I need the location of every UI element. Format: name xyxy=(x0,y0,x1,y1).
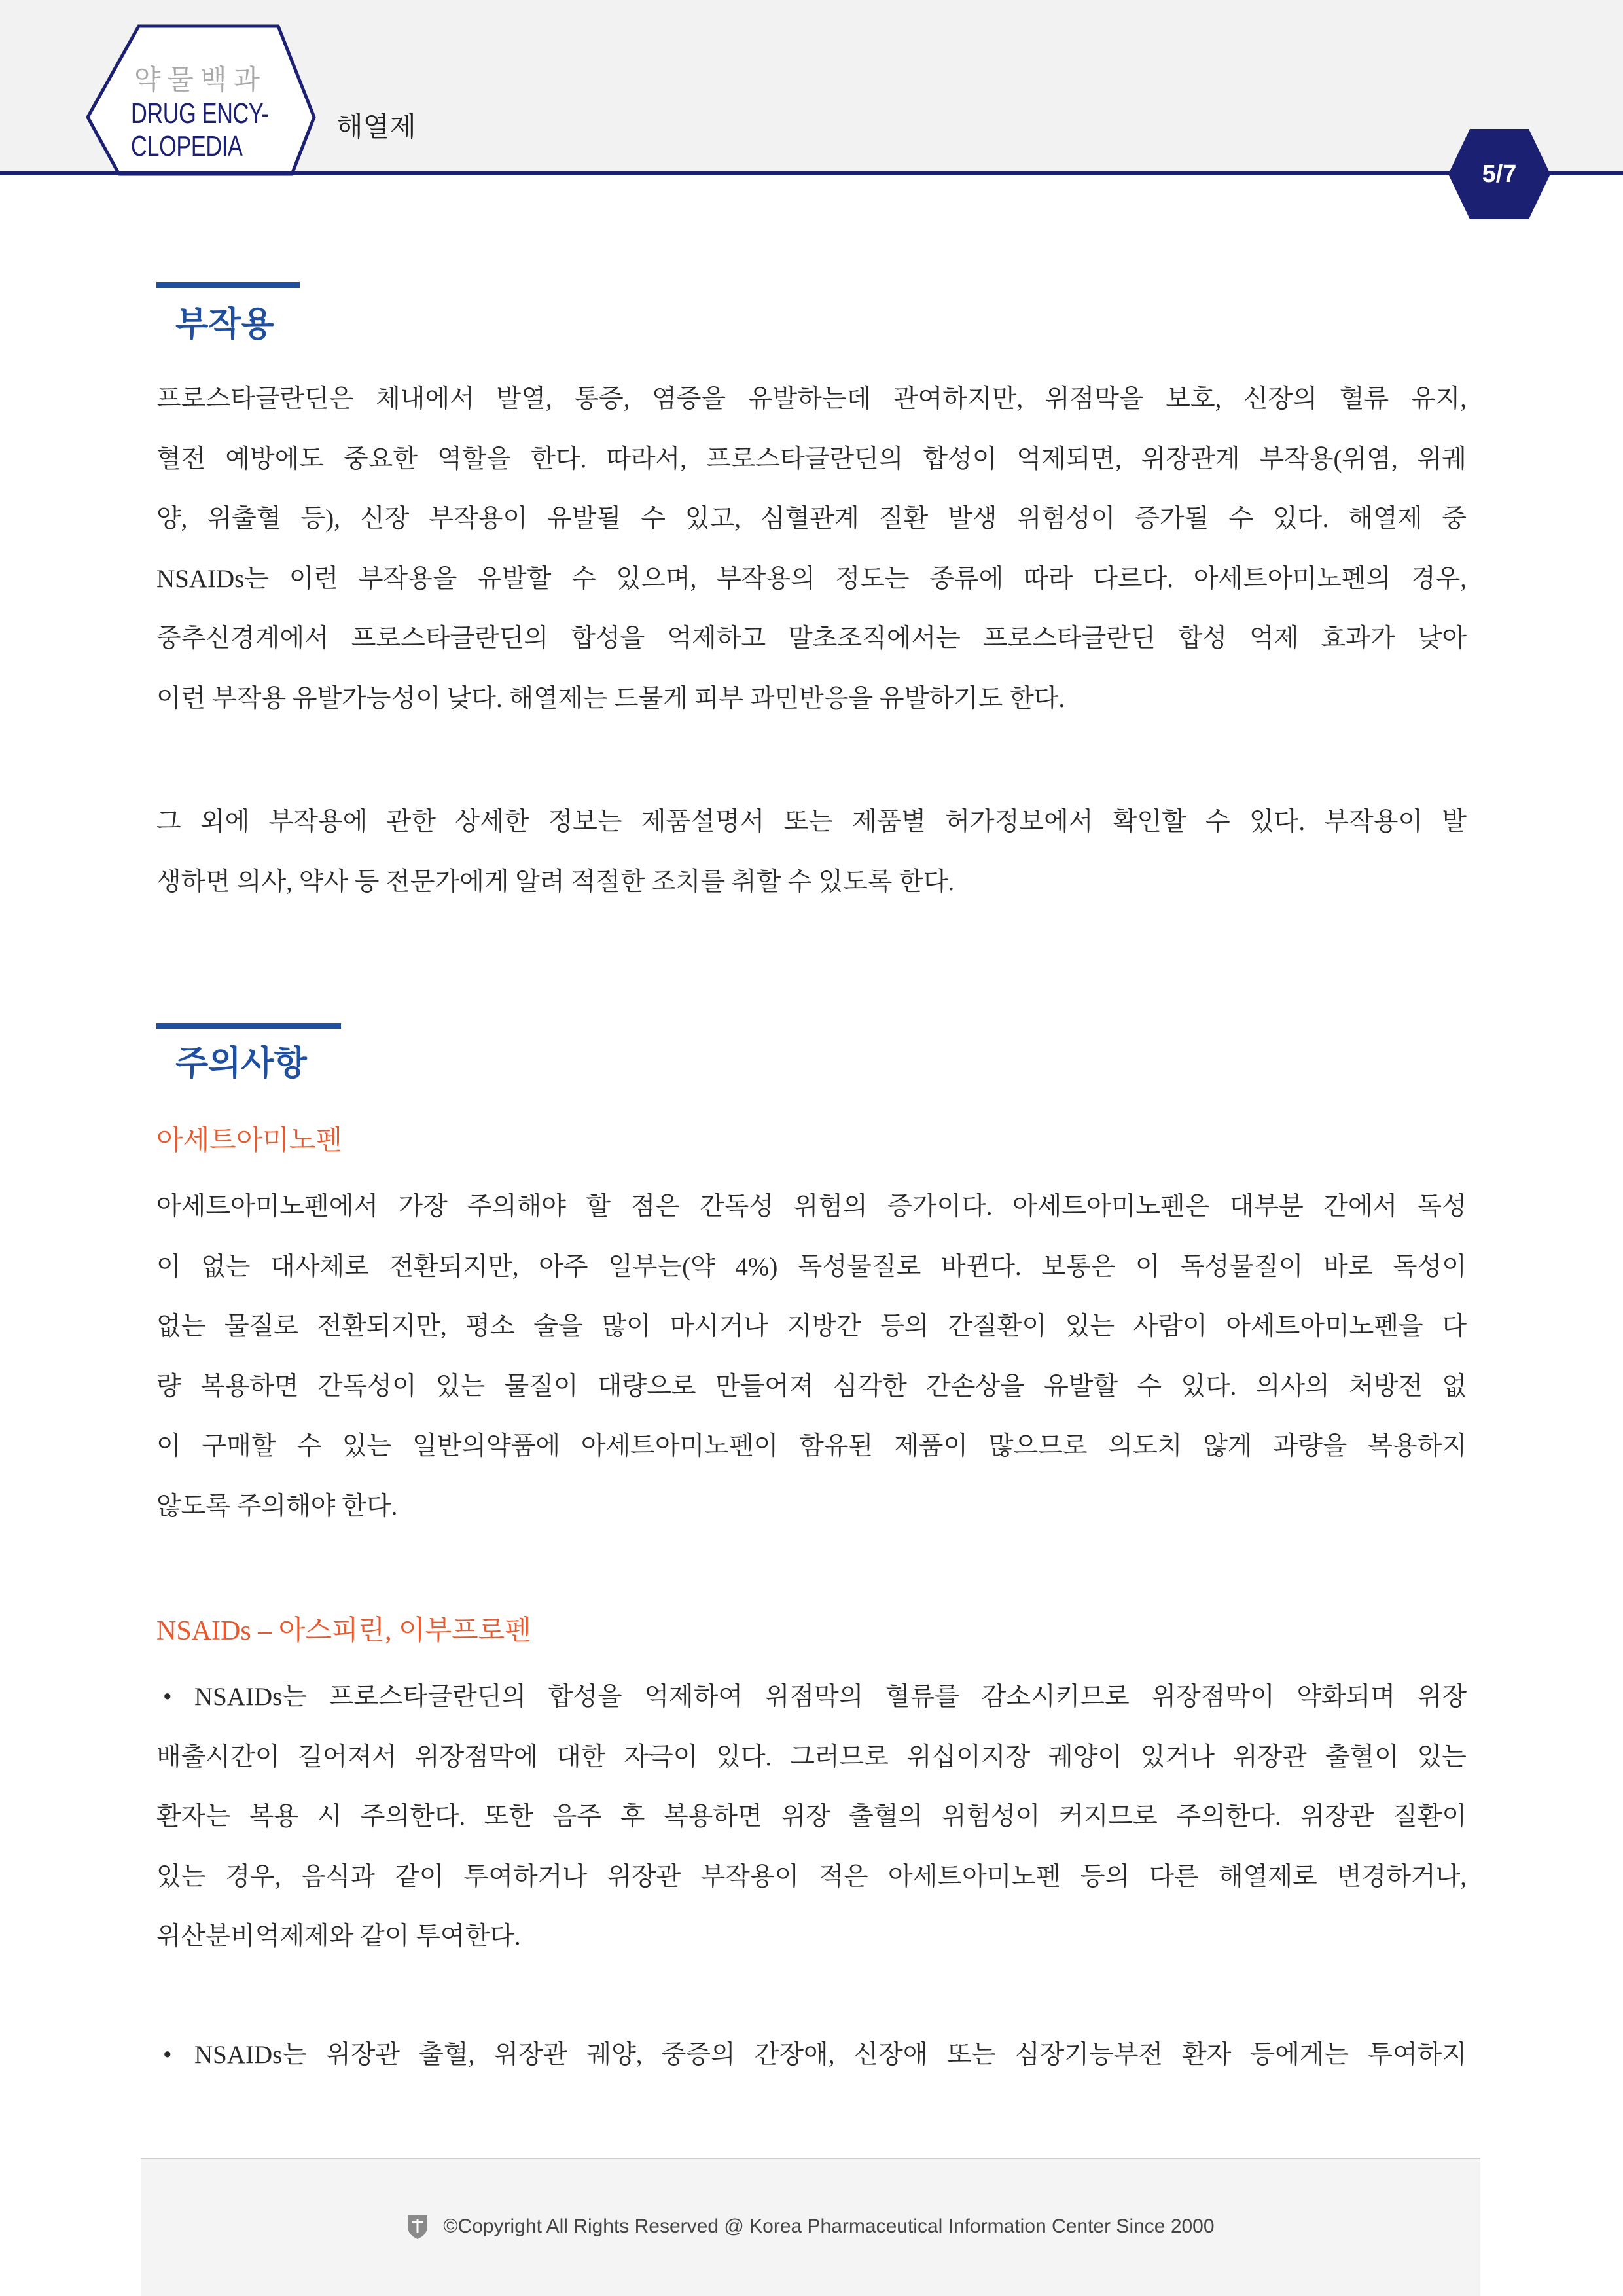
bullet-marker: • xyxy=(163,1683,172,1711)
section-title-side-effects: 부작용 xyxy=(175,306,274,344)
paragraph-line: 량 복용하면 간독성이 있는 물질이 대량으로 만들어져 심각한 간손상을 유발할 수 있다. 의사의 처방전 없 xyxy=(156,1372,1467,1401)
copyright-row xyxy=(141,2212,1480,2242)
section-accent-bar xyxy=(156,1023,341,1029)
paragraph-line: NSAIDs는 이런 부작용을 유발할 수 있으며, 부작용의 정도는 종류에 따라 다르다. 아세트아미노펜의 경우, xyxy=(156,564,1467,593)
nsaids-bullet-1 xyxy=(156,1667,1467,1967)
paragraph-line: 위산분비억제제와 같이 투여한다. xyxy=(156,1922,521,1951)
logo-korean-text: 약물백과 xyxy=(134,64,267,95)
paragraph-line xyxy=(156,2025,1467,2085)
page-number-badge: 5/7 xyxy=(1482,160,1517,188)
paragraph-line: 없는 물질로 전환되지만, 평소 술을 많이 마시거나 지방간 등의 간질환이 있는 사람이 아세트아미노펜을 다 xyxy=(156,1312,1467,1341)
kpic-emblem-icon xyxy=(406,2214,429,2240)
nsaids-bullet-2 xyxy=(156,2025,1467,2085)
paragraph-line: 혈전 예방에도 중요한 역할을 한다. 따라서, 프로스타글란딘의 합성이 억제되면, 위장관계 부작용(위염, 위궤 xyxy=(156,444,1467,473)
section-title-precautions: 주의사항 xyxy=(175,1045,307,1083)
paragraph-line: 이런 부작용 유발가능성이 낮다. 해열제는 드물게 피부 과민반응을 유발하기도 한다. xyxy=(156,684,1065,713)
acetaminophen-paragraph xyxy=(156,1177,1467,1537)
logo-english-line1: DRUG ENCY- xyxy=(131,98,269,130)
paragraph-line: 중추신경계에서 프로스타글란딘의 합성을 억제하고 말초조직에서는 프로스타글란딘 합성 억제 효과가 낮아 xyxy=(156,624,1467,653)
page-footer xyxy=(141,2158,1480,2296)
paragraph-line: 아세트아미노펜에서 가장 주의해야 할 점은 간독성 위험의 증가이다. 아세트아미노펜은 대부분 간에서 독성 xyxy=(156,1193,1467,1221)
paragraph-line: 프로스타글란딘은 체내에서 발열, 통증, 염증을 유발하는데 관여하지만, 위점막을 보호, 신장의 혈류 유지, xyxy=(156,385,1467,413)
copyright-text: ©Copyright All Rights Reserved @ Korea Pharmaceutical Information Center Since 2000 xyxy=(443,2215,1215,2237)
paragraph-line: 그 외에 부작용에 관한 상세한 정보는 제품설명서 또는 제품별 허가정보에서 확인할 수 있다. 부작용이 발 xyxy=(156,808,1467,836)
document-category: 해열제 xyxy=(336,111,416,142)
side-effects-paragraph-2 xyxy=(156,792,1467,912)
paragraph-line: 환자는 복용 시 주의한다. 또한 음주 후 복용하면 위장 출혈의 위험성이 커지므로 주의한다. 위장관 질환이 xyxy=(156,1803,1467,1831)
logo-english-line2: CLOPEDIA xyxy=(131,130,243,162)
bullet-marker: • xyxy=(163,2041,172,2069)
side-effects-paragraph-1 xyxy=(156,369,1467,729)
paragraph-line: 않도록 주의해야 한다. xyxy=(156,1492,398,1520)
paragraph-line xyxy=(156,1667,1467,1727)
subheading-acetaminophen: 아세트아미노펜 xyxy=(156,1126,343,1156)
paragraph-line: 이 없는 대사체로 전환되지만, 아주 일부는(약 4%) 독성물질로 바뀐다. 보통은 이 독성물질이 바로 독성이 xyxy=(156,1252,1467,1281)
header-divider xyxy=(0,171,1623,175)
paragraph-line: 양, 위출혈 등), 신장 부작용이 유발될 수 있고, 심혈관계 질환 발생 위험성이 증가될 수 있다. 해열제 중 xyxy=(156,505,1467,533)
paragraph-line: 배출시간이 길어져서 위장점막에 대한 자극이 있다. 그러므로 위십이지장 궤양이 있거나 위장관 출혈이 있는 xyxy=(156,1742,1467,1771)
subheading-nsaids: NSAIDs – 아스피린, 이부프로펜 xyxy=(156,1616,531,1646)
paragraph-line: 있는 경우, 음식과 같이 투여하거나 위장관 부작용이 적은 아세트아미노펜 등의 다른 해열제로 변경하거나, xyxy=(156,1862,1467,1891)
bullet-text: NSAIDs는 프로스타글란딘의 합성을 억제하여 위점막의 혈류를 감소시키므로 위장점막이 약화되며 위장 xyxy=(194,1683,1467,1711)
paragraph-line: 이 구매할 수 있는 일반의약품에 아세트아미노펜이 함유된 제품이 많으므로 의도치 않게 과량을 복용하지 xyxy=(156,1432,1467,1461)
paragraph-line: 생하면 의사, 약사 등 전문가에게 알려 적절한 조치를 취할 수 있도록 한다. xyxy=(156,867,955,896)
bullet-text: NSAIDs는 위장관 출혈, 위장관 궤양, 중증의 간장애, 신장애 또는 심장기능부전 환자 등에게는 투여하지 xyxy=(194,2041,1467,2069)
section-accent-bar xyxy=(156,282,300,288)
